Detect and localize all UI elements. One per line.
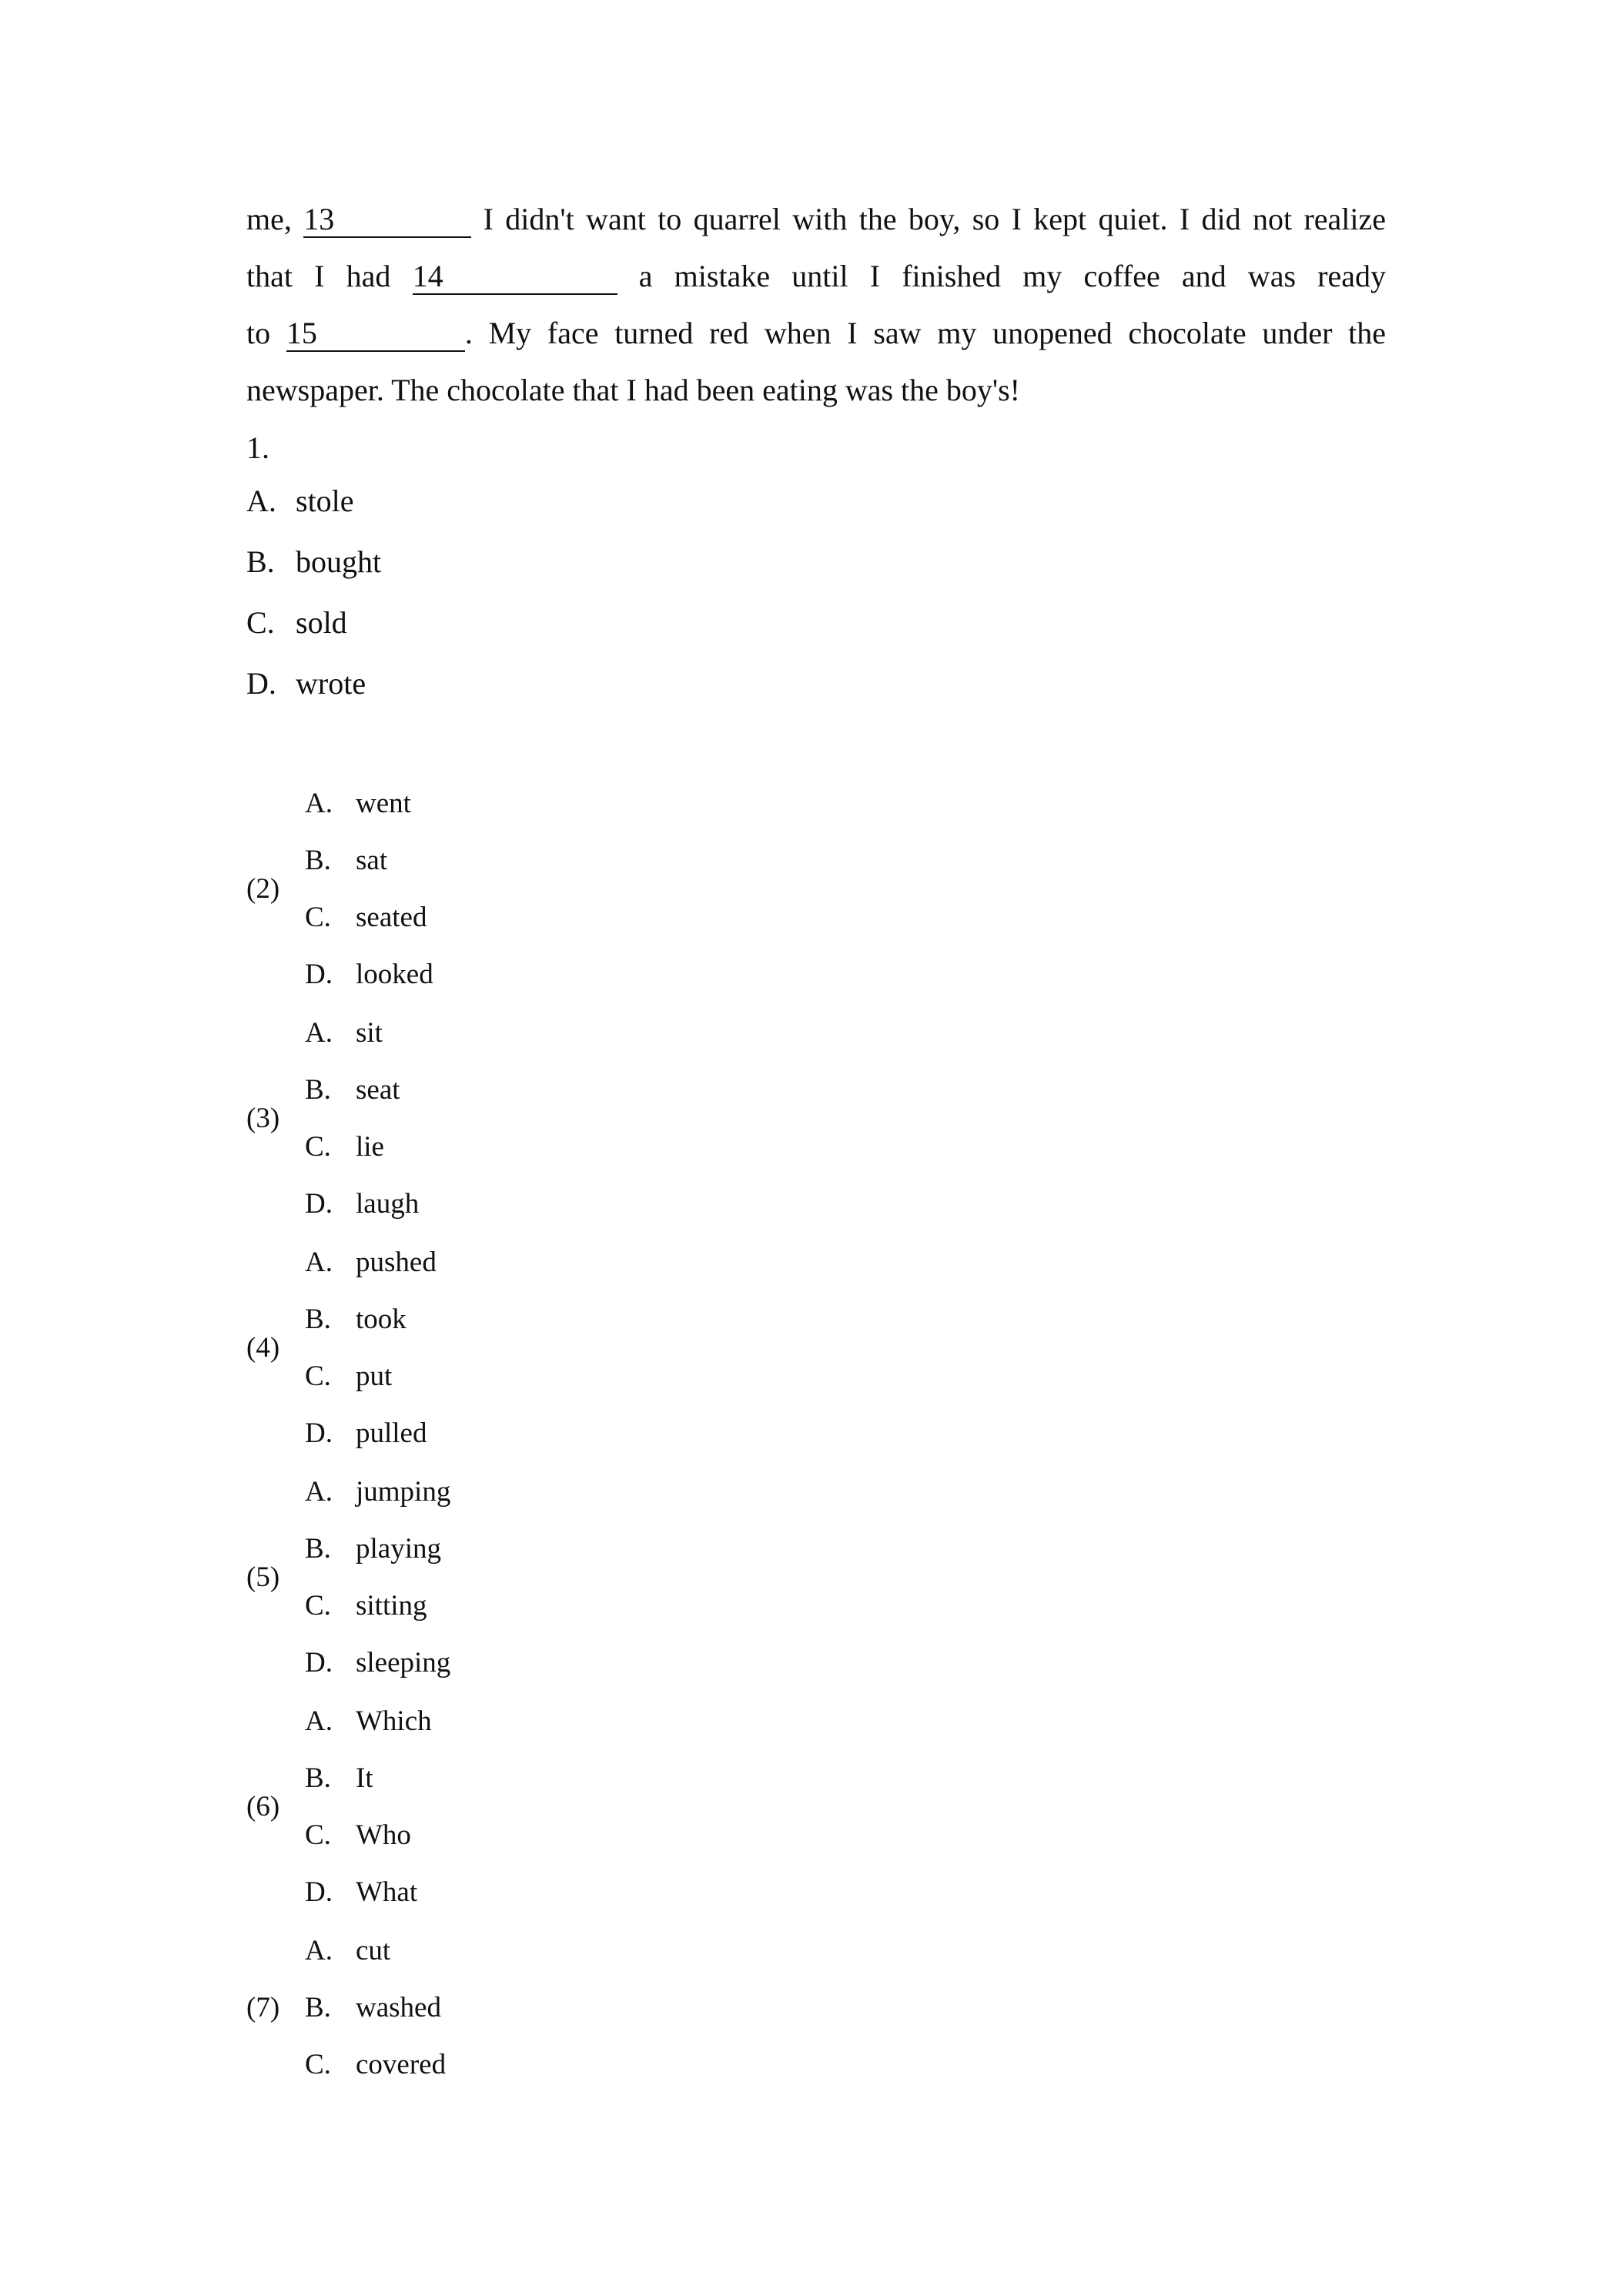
option-d[interactable] bbox=[305, 1176, 419, 1233]
passage-text: that I had bbox=[246, 259, 391, 293]
option-letter: B. bbox=[246, 544, 275, 579]
blank-13: 13 bbox=[303, 202, 471, 238]
option-text: went bbox=[356, 788, 411, 819]
option-c[interactable] bbox=[305, 1807, 411, 1864]
option-letter: B. bbox=[305, 1074, 331, 1106]
question-group-3 bbox=[246, 1005, 862, 1233]
option-letter: A. bbox=[305, 1705, 333, 1737]
option-text: What bbox=[356, 1876, 418, 1908]
option-text: bought bbox=[296, 544, 382, 579]
option-letter: A. bbox=[305, 788, 333, 819]
option-text: cut bbox=[356, 1935, 391, 1966]
option-letter: A. bbox=[305, 1017, 333, 1049]
option-text: laugh bbox=[356, 1188, 420, 1220]
option-text: sit bbox=[356, 1017, 383, 1049]
option-letter: C. bbox=[246, 605, 275, 640]
option-letter: A. bbox=[305, 1247, 333, 1278]
option-b[interactable] bbox=[305, 1062, 400, 1119]
option-text: seat bbox=[356, 1074, 400, 1106]
option-text: sat bbox=[356, 845, 388, 876]
option-text: put bbox=[356, 1361, 393, 1392]
option-letter: A. bbox=[246, 484, 276, 518]
question-1-option-a[interactable] bbox=[246, 478, 354, 524]
passage-line-4: newspaper. The chocolate that I had been eating was the boy's! bbox=[246, 373, 1020, 407]
question-group-2 bbox=[246, 775, 862, 1003]
option-text: Which bbox=[356, 1705, 432, 1737]
option-d[interactable] bbox=[305, 946, 433, 1003]
option-text: covered bbox=[356, 2049, 447, 2080]
option-letter: B. bbox=[305, 1992, 331, 2023]
passage-text: me, bbox=[246, 202, 292, 236]
option-a[interactable] bbox=[305, 1005, 383, 1062]
question-1-option-b[interactable] bbox=[246, 539, 381, 585]
passage-text: . My face turned red when I saw my unopened chocolate under the bbox=[464, 316, 1386, 350]
question-number: (2) bbox=[246, 873, 280, 905]
option-letter: D. bbox=[305, 1188, 333, 1220]
question-group-4 bbox=[246, 1234, 862, 1462]
option-text: pushed bbox=[356, 1247, 437, 1278]
option-text: looked bbox=[356, 959, 433, 990]
option-text: pulled bbox=[356, 1417, 427, 1449]
option-d[interactable] bbox=[305, 1864, 417, 1921]
option-text: lie bbox=[356, 1131, 384, 1163]
option-b[interactable] bbox=[305, 1291, 407, 1348]
option-text: took bbox=[356, 1304, 407, 1335]
option-a[interactable] bbox=[305, 1923, 390, 1980]
option-letter: A. bbox=[305, 1476, 333, 1508]
option-d[interactable] bbox=[305, 1635, 450, 1692]
option-letter: B. bbox=[305, 845, 331, 876]
passage-line-3 bbox=[246, 305, 1386, 362]
option-letter: A. bbox=[305, 1935, 333, 1966]
option-letter: C. bbox=[305, 1131, 331, 1163]
question-group-7 bbox=[246, 1923, 862, 2094]
passage-text: to bbox=[246, 316, 271, 350]
option-letter: D. bbox=[305, 1876, 333, 1908]
question-number: (6) bbox=[246, 1791, 280, 1822]
option-c[interactable] bbox=[305, 2037, 446, 2094]
option-a[interactable] bbox=[305, 1234, 437, 1291]
passage-line-1 bbox=[246, 191, 1386, 248]
option-letter: D. bbox=[305, 1647, 333, 1678]
question-number: (7) bbox=[246, 1992, 280, 2023]
option-text: It bbox=[356, 1762, 373, 1794]
question-number: (4) bbox=[246, 1332, 280, 1364]
blank-14: 14 bbox=[413, 259, 617, 295]
option-letter: D. bbox=[305, 959, 333, 990]
option-letter: D. bbox=[305, 1417, 333, 1449]
option-letter: B. bbox=[305, 1762, 331, 1794]
question-group-6 bbox=[246, 1693, 862, 1921]
option-text: wrote bbox=[296, 666, 366, 701]
option-b[interactable] bbox=[305, 832, 387, 889]
option-b[interactable] bbox=[305, 1521, 441, 1578]
option-text: sitting bbox=[356, 1590, 427, 1622]
option-a[interactable] bbox=[305, 1693, 432, 1750]
option-text: playing bbox=[356, 1533, 441, 1565]
option-text: sold bbox=[296, 605, 347, 640]
blank-15: 15 bbox=[286, 316, 465, 352]
question-number: (5) bbox=[246, 1561, 280, 1593]
option-b[interactable] bbox=[305, 1980, 441, 2037]
option-letter: D. bbox=[246, 666, 276, 701]
passage-text: a mistake until I finished my coffee and was ready bbox=[638, 259, 1387, 293]
option-letter: C. bbox=[305, 1590, 331, 1622]
option-c[interactable] bbox=[305, 889, 427, 946]
option-letter: B. bbox=[305, 1533, 331, 1565]
question-1-number: 1. bbox=[246, 430, 269, 465]
option-c[interactable] bbox=[305, 1348, 392, 1405]
option-letter: C. bbox=[305, 1361, 331, 1392]
option-text: Who bbox=[356, 1819, 411, 1851]
option-text: washed bbox=[356, 1992, 441, 2023]
question-number: (3) bbox=[246, 1103, 280, 1134]
option-text: stole bbox=[296, 484, 354, 518]
option-letter: C. bbox=[305, 1819, 331, 1851]
cloze-passage bbox=[246, 191, 1386, 419]
option-letter: B. bbox=[305, 1304, 331, 1335]
question-1-option-c[interactable] bbox=[246, 600, 347, 646]
option-a[interactable] bbox=[305, 775, 411, 832]
question-1-option-d[interactable] bbox=[246, 661, 366, 707]
option-d[interactable] bbox=[305, 1405, 427, 1462]
passage-line-2 bbox=[246, 248, 1386, 305]
option-text: seated bbox=[356, 902, 427, 933]
passage-text: I didn't want to quarrel with the boy, so I kept quiet. I did not realize bbox=[483, 202, 1387, 236]
option-c[interactable] bbox=[305, 1578, 427, 1635]
option-letter: C. bbox=[305, 2049, 331, 2080]
option-a[interactable] bbox=[305, 1464, 450, 1521]
option-c[interactable] bbox=[305, 1119, 384, 1176]
question-group-5 bbox=[246, 1464, 862, 1692]
option-letter: C. bbox=[305, 902, 331, 933]
option-b[interactable] bbox=[305, 1750, 373, 1807]
option-text: sleeping bbox=[356, 1647, 451, 1678]
option-text: jumping bbox=[356, 1476, 451, 1508]
